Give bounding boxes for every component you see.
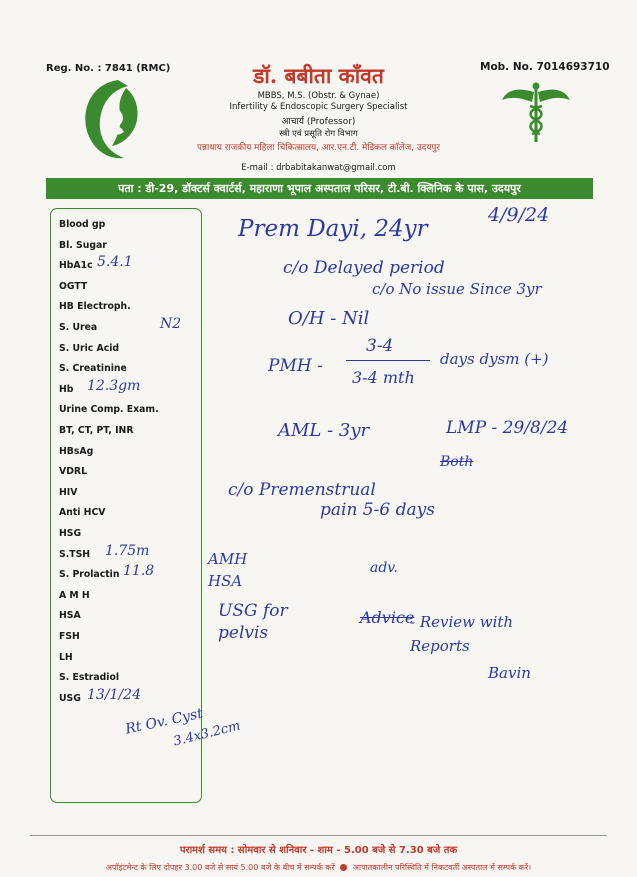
test-label: S. Uric Acid — [59, 343, 120, 354]
test-label: HIV — [59, 487, 78, 498]
test-label: HB Electroph. — [59, 301, 131, 312]
pmh-note: days dysm (+) — [440, 350, 549, 368]
appointment-note: अपॉइंटमेन्ट के लिए दोपहर 3.00 बजे से सायं 5.00 बजे के बीच में सम्पर्क करें — [105, 863, 335, 872]
test-label: Blood gp — [59, 219, 106, 230]
pmh-days: 3-4 — [366, 336, 394, 356]
test-label: Anti HCV — [59, 507, 106, 518]
test-label: S.TSH — [59, 549, 91, 560]
test-label: FSH — [59, 631, 80, 642]
visit-date: 4/9/24 — [488, 204, 550, 226]
adv-label: adv. — [370, 560, 399, 576]
patient-name-age: Prem Dayi, 24yr — [238, 216, 428, 242]
test-value: 11.8 — [123, 563, 155, 579]
mobile-number: Mob. No. 7014693710 — [480, 61, 610, 73]
test-label: S. Urea — [59, 322, 98, 333]
lmp-note: LMP - 29/8/24 — [446, 418, 569, 438]
department: स्त्री एवं प्रसूति रोग विभाग — [279, 129, 358, 139]
test-value: 1.75m — [105, 543, 150, 559]
pmh-label: PMH - — [268, 356, 323, 376]
test-label: A M H — [59, 590, 90, 601]
test-label: LH — [59, 652, 73, 663]
usg-cyst-size: 3.4x3.2cm — [172, 718, 242, 750]
test-label: HbA1c — [59, 260, 93, 271]
complaint-delayed-period: c/o Delayed period — [283, 258, 445, 278]
doctor-degree: MBBS, M.S. (Obstr. & Gynae) — [257, 91, 380, 101]
test-value: N2 — [160, 316, 182, 332]
complaint-premenstrual: c/o Premenstrual — [228, 480, 376, 500]
test-label: S. Creatinine — [59, 363, 127, 374]
consultation-timing: परामर्श समय : सोमवार से शनिवार - शाम - 5.00 बजे से 7.30 बजे तक — [179, 845, 458, 856]
test-label: OGTT — [59, 281, 88, 292]
doctor-signature: Bavin — [488, 664, 531, 682]
doctor-name: डॉ. बबीता कॉंवत — [253, 63, 384, 88]
test-label: Urine Comp. Exam. — [59, 404, 159, 415]
review-with-reports: - Review with Reports — [410, 613, 514, 655]
advice-hsa: HSA — [208, 572, 243, 590]
registration-number: Reg. No. : 7841 (RMC) — [46, 63, 171, 74]
test-label: S. Prolactin — [59, 569, 120, 580]
test-label: BT, CT, PT, INR — [59, 425, 134, 436]
test-value: 13/1/24 — [87, 687, 141, 703]
bullet-icon — [340, 864, 347, 871]
advice-usg-pelvis: USG for pelvis — [218, 601, 288, 643]
crossed-note: Both — [440, 454, 474, 470]
test-value: 12.3gm — [87, 378, 141, 394]
obstetric-history: O/H - Nil — [288, 308, 370, 329]
test-label: Bl. Sugar — [59, 240, 107, 251]
footer-contact-note — [0, 862, 637, 873]
aml-note: AML - 3yr — [278, 420, 370, 441]
fraction-line — [346, 360, 430, 361]
doctor-specialty: Infertility & Endoscopic Surgery Specialist — [229, 102, 408, 112]
test-label: VDRL — [59, 466, 87, 477]
test-label: HSA — [59, 610, 81, 621]
doctor-title: आचार्य (Professor) — [281, 117, 356, 127]
footer-divider — [30, 835, 607, 836]
test-value: 5.4.1 — [97, 254, 133, 270]
complaint-no-issue: c/o No issue Since 3yr — [372, 280, 542, 298]
emergency-note: आपातकालीन परिस्थिति में निकटवर्ती अस्पताल में सम्पर्क करें। — [352, 863, 532, 872]
address-bar: पता : डी-29, डॉक्टर्स क्वार्टर्स, महाराणा भूपाल अस्पताल परिसर, टी.बी. क्लिनिक के पास, उदयपुर — [46, 178, 593, 199]
test-label: Hb — [59, 384, 74, 395]
test-label: USG — [59, 693, 81, 704]
hospital-name: पन्नाधाय राजकीय महिला चिकित्सालय, आर.एन.टी. मेडिकल कॉलेज, उदयपुर — [196, 143, 441, 153]
email-address: E-mail : drbabitakanwat@gmail.com — [241, 163, 396, 173]
usg-finding: Rt Ov. Cyst — [124, 705, 205, 738]
advice-amh: AMH — [208, 550, 248, 568]
test-label: HBsAg — [59, 446, 94, 457]
crossed-advice: Advice — [360, 608, 415, 627]
test-label: HSG — [59, 528, 82, 539]
test-label: S. Estradiol — [59, 672, 120, 683]
pmh-months: 3-4 mth — [352, 368, 415, 387]
pain-duration: pain 5-6 days — [320, 500, 435, 520]
